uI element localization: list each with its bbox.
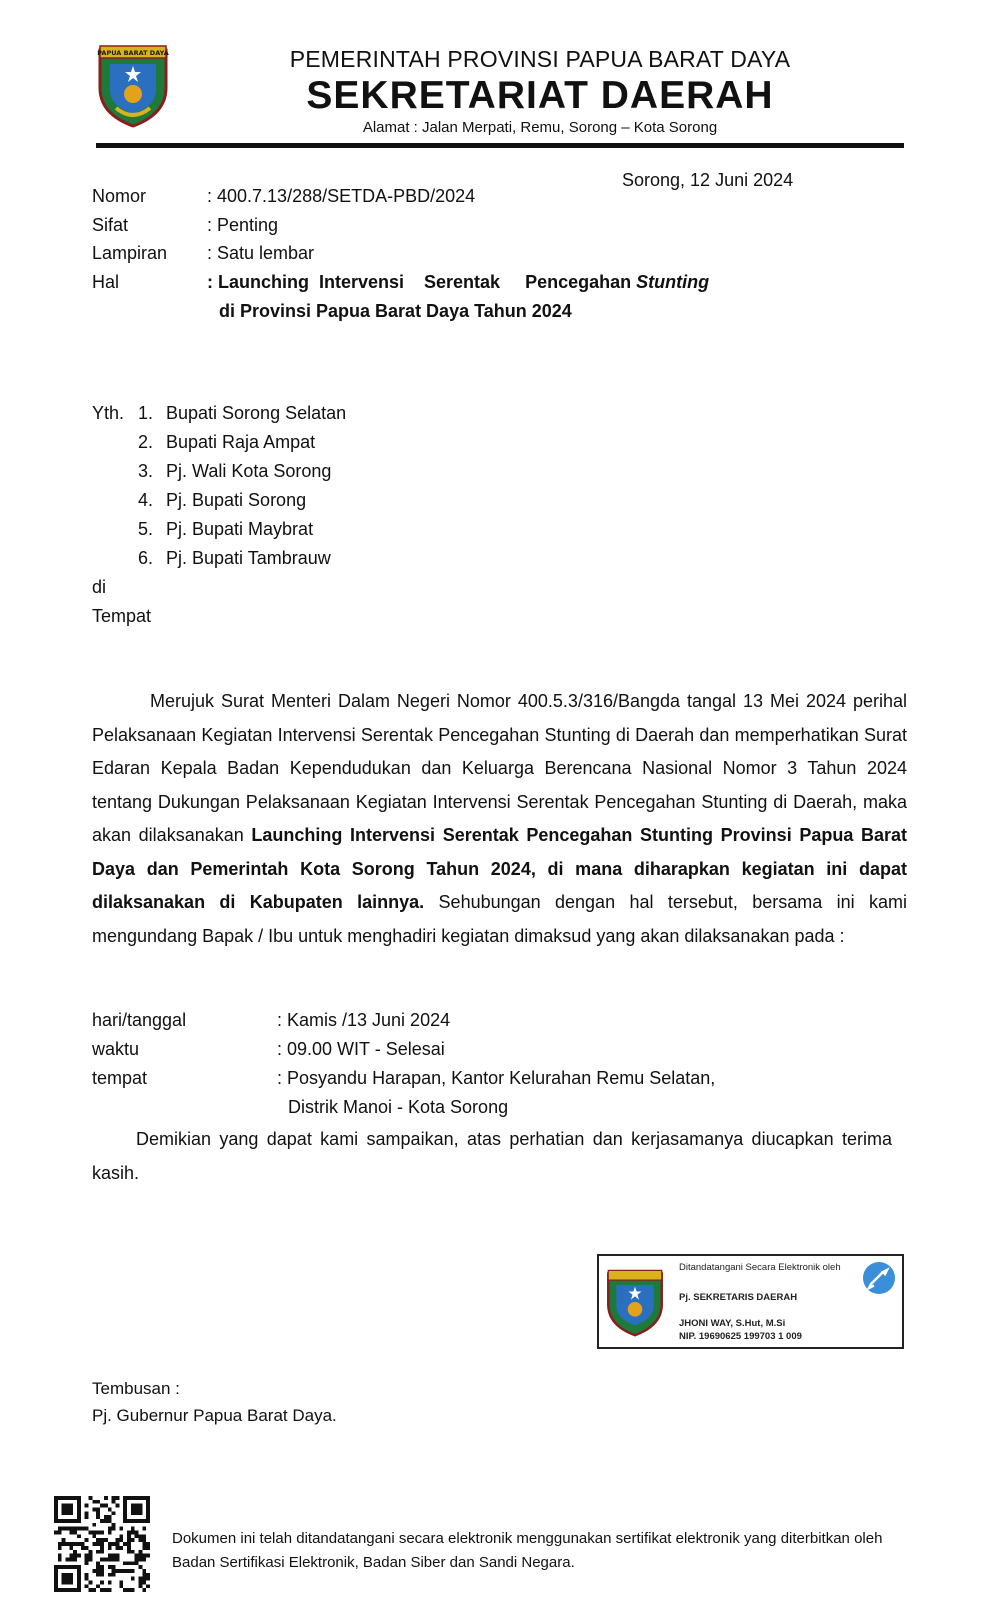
event-label-place: tempat: [92, 1068, 148, 1088]
qr-code: [54, 1496, 150, 1592]
list-item: Bupati Raja Ampat: [166, 432, 316, 452]
event-value-place-cont: Distrik Manoi - Kota Sorong: [288, 1097, 509, 1117]
signature-nip: NIP. 19690625 199703 1 009: [679, 1331, 802, 1342]
meta-label-sifat: Sifat: [92, 215, 129, 235]
list-item-num: 6.: [138, 548, 154, 568]
header-divider: [96, 143, 904, 148]
list-item-num: 4.: [138, 490, 154, 510]
meta-label-nomor: Nomor: [92, 186, 147, 206]
meta-label-lampiran: Lampiran: [92, 243, 168, 263]
recipient-prefix: Yth.: [92, 403, 125, 423]
province-heading: PEMERINTAH PROVINSI PAPUA BARAT DAYA: [289, 46, 791, 72]
recipient-di: di: [92, 577, 107, 597]
closing-paragraph: Demikian yang dapat kami sampaikan, atas perhatian dan kerjasamanya diucapkan terima kasih.: [92, 1129, 892, 1183]
list-item-num: 1.: [138, 403, 154, 423]
letter-date: Sorong, 12 Juni 2024: [622, 170, 794, 190]
hal-line1: : Launching Intervensi Serentak Pencegahan: [207, 272, 637, 292]
hal-line2: di Provinsi Papua Barat Daya Tahun 2024: [219, 301, 572, 321]
meta-label-hal: Hal: [92, 272, 120, 292]
footer-notice: [172, 1527, 972, 1575]
hal-stunting: Stunting: [636, 272, 710, 292]
tembusan-item: Pj. Gubernur Papua Barat Daya.: [92, 1406, 337, 1425]
list-item: Bupati Sorong Selatan: [166, 403, 347, 423]
svg-text:PAPUA BARAT DAYA: PAPUA BARAT DAYA: [97, 49, 169, 57]
list-item-num: 5.: [138, 519, 154, 539]
list-item-num: 3.: [138, 461, 154, 481]
list-item: Pj. Wali Kota Sorong: [166, 461, 332, 481]
list-item-num: 2.: [138, 432, 154, 452]
bsre-badge-icon: [863, 1262, 895, 1294]
signature-signed-by: Ditandatangani Secara Elektronik oleh: [679, 1262, 841, 1273]
body-paragraph: [92, 685, 907, 953]
list-item: Pj. Bupati Tambrauw: [166, 548, 331, 568]
event-label-date: hari/tanggal: [92, 1010, 187, 1030]
meta-value-sifat: : Penting: [207, 215, 279, 235]
body-text-bold: Launching Intervensi Serentak Pencegahan Stunting Provinsi Papua Barat Daya dan Pemerintah Kota Sorong Tahun 2024, di mana diharapkan kegiatan ini dapat dilaksanakan di Kabupaten lainnya.: [92, 825, 908, 912]
signature-logo-icon: [605, 1260, 665, 1344]
office-address: Alamat : Jalan Merpati, Remu, Sorong – Kota Sorong: [362, 119, 718, 136]
body-text-1: Merujuk Surat Menteri Dalam Negeri Nomor 400.5.3/316/Bangda tangal 13 Mei 2024 perihal Pelaksanaan Kegiatan Intervensi Serentak Pencegahan Stunting di Daerah dan memperhatikan Surat Edaran Kepala Badan Kependudukan dan Keluarga Berencana Nasional Nomor 3 Tahun 2024 tentang Dukungan Pelaksanaan Kegiatan Intervensi Serentak Pencegahan Stunting di Daerah, maka akan dilaksanakan: [92, 691, 907, 845]
meta-value-nomor: : 400.7.13/288/SETDA-PBD/2024: [207, 186, 476, 206]
provincial-logo: [96, 42, 170, 128]
event-value-date: : Kamis /13 Juni 2024: [277, 1010, 451, 1030]
body-text-2: Sehubungan dengan hal tersebut, bersama ini kami mengundang Bapak / Ibu untuk menghadiri kegiatan dimaksud yang akan dilaksanakan pada :: [92, 892, 908, 946]
office-heading: SEKRETARIAT DAERAH: [306, 74, 774, 117]
event-value-time: : 09.00 WIT - Selesai: [277, 1039, 445, 1059]
list-item: Pj. Bupati Maybrat: [166, 519, 314, 539]
meta-value-hal: [207, 272, 709, 293]
list-item: Pj. Bupati Sorong: [166, 490, 307, 510]
footer-line-2: Badan Sertifikasi Elektronik, Badan Siber dan Sandi Negara.: [172, 1554, 575, 1571]
signature-name: JHONI WAY, S.Hut, M.Si: [679, 1318, 786, 1329]
meta-value-lampiran: : Satu lembar: [207, 243, 315, 263]
event-value-place: : Posyandu Harapan, Kantor Kelurahan Remu Selatan,: [277, 1068, 716, 1088]
event-label-time: waktu: [92, 1039, 140, 1059]
recipient-tempat: Tempat: [92, 606, 152, 626]
footer-line-1: Dokumen ini telah ditandatangani secara elektronik menggunakan sertifikat elektronik yang diterbitkan oleh: [172, 1530, 883, 1547]
e-signature-box: [597, 1254, 904, 1349]
signature-position: Pj. SEKRETARIS DAERAH: [679, 1292, 798, 1303]
tembusan-label: Tembusan :: [92, 1379, 180, 1398]
